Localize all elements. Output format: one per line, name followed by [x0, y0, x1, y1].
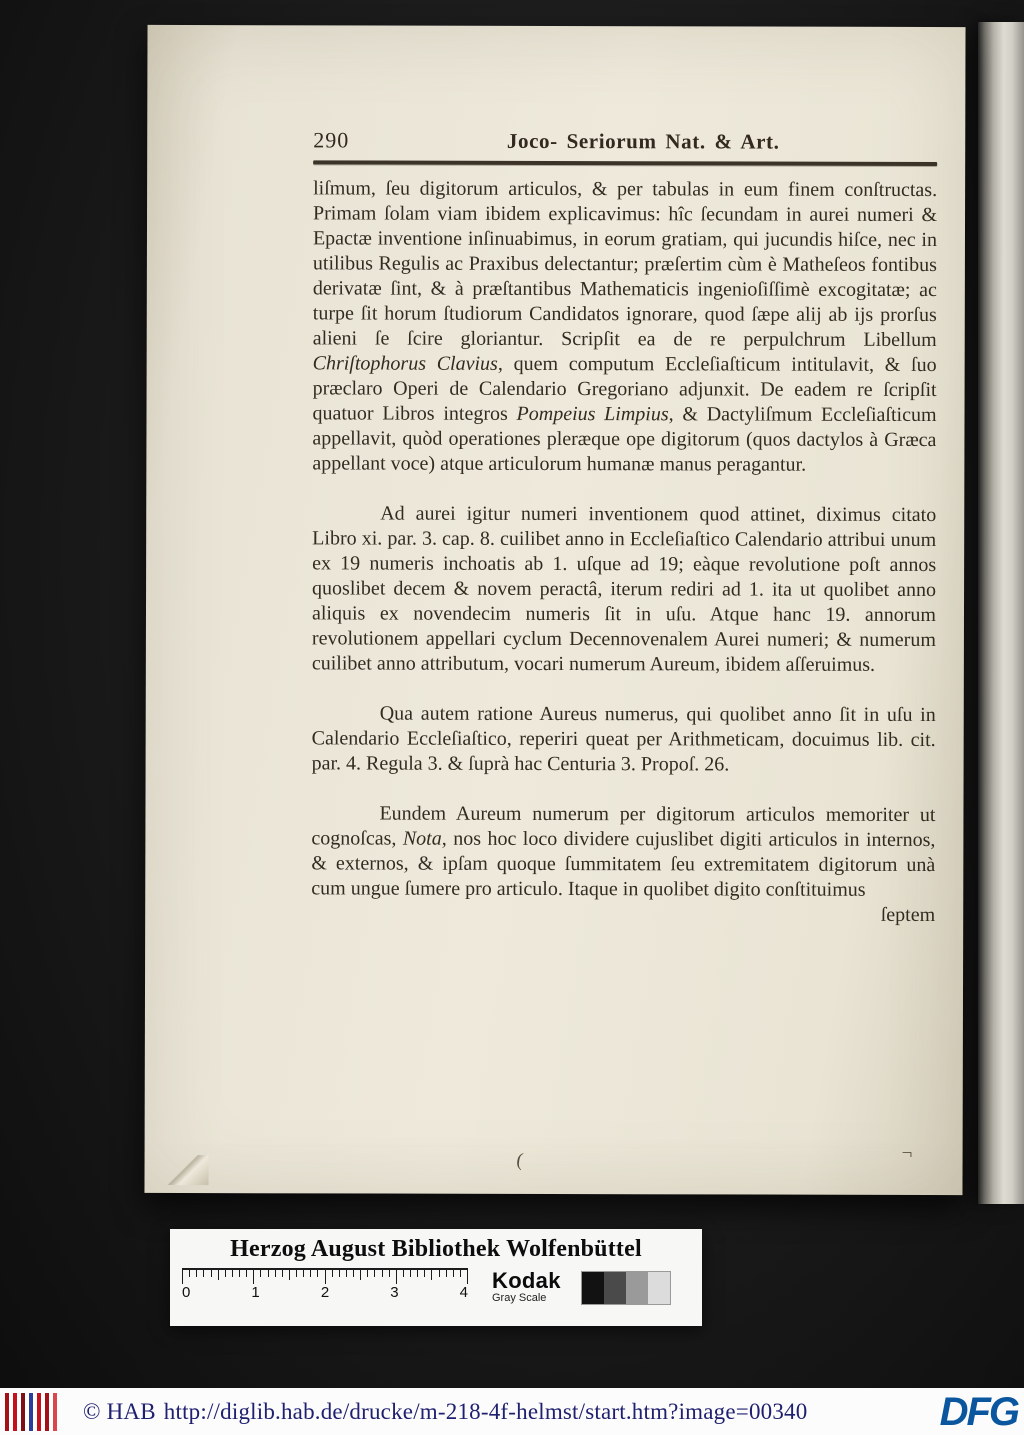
ruler-tick — [382, 1270, 383, 1277]
ruler-tick — [225, 1270, 226, 1277]
footer-bar — [0, 1388, 1024, 1435]
ruler-tick — [467, 1270, 468, 1284]
ruler-tick — [289, 1270, 290, 1280]
text-run: liſmum, ſeu digitorum articulos, & per tabulas in eum finem conſtructas. Primam ſolam viam ibidem explicavimus: hîc ſecundam in aurei numeri & Epactæ inventione inſinuabimus, in eorum gratiam, qui jucundis hiſce, nec in utilibus Regulis ac Praxibus delectantur; præſertim cùm è Matheſeos fontibus derivatæ ſint, & à præſtantibus Mathematicis ingenioſiſſimè excogitatæ; ac turpe ſit horum ſtudiorum Candidatos ignorare, quod ſæpe alij ab ijs prorſus alieni ſe ſcire gloriantur. Scripſit ea de re perpulchrum Libellum — [312, 177, 938, 351]
ruler-number: 2 — [320, 1284, 330, 1301]
ruler-tick — [396, 1270, 397, 1284]
ruler-tick — [182, 1270, 183, 1284]
ruler-tick — [453, 1270, 454, 1277]
italic-text-run: Nota — [402, 827, 442, 850]
paragraph — [312, 501, 936, 678]
text-run: Eundem Aureum numerum per digitorum articulos memoriter ut cognoſcas, — [311, 802, 936, 850]
ruler — [182, 1268, 468, 1301]
ruler-tick — [218, 1270, 219, 1280]
color-calibration-strip — [5, 1393, 57, 1431]
ruler-tick — [260, 1270, 261, 1277]
ruler-tick — [367, 1270, 368, 1277]
dfg-logo: DFG — [939, 1389, 1018, 1434]
gray-patch — [604, 1272, 626, 1304]
ruler-tick — [346, 1270, 347, 1277]
ruler-tick — [246, 1270, 247, 1277]
ruler-tick — [460, 1270, 461, 1277]
book-page — [144, 25, 965, 1195]
ruler-tick — [360, 1270, 361, 1280]
page-corner-fold — [166, 1155, 208, 1185]
ruler-tick — [431, 1270, 432, 1280]
ruler-tick — [189, 1270, 190, 1277]
kodak-block — [492, 1269, 561, 1304]
text-run: Ad aurei igitur numeri inventionem quod attinet, diximus citato Libro xi. par. 3. cap. 8. cuilibet anno in Eccleſiaſtico Calendario attribui unum ex 19 numeris inchoatis ab 1. uſque ad 19; eàque revolutione poſt annos quoslibet decem & novem peractâ, iterum rediri ad 1. ita ut quolibet anno aliquis ex novendecim numeris ſit in uſu. Atque hanc 19. annorum revolutionem appellari cyclum Decennovenalem Aurei numeri; & numerum cuilibet anno attributum, vocari numerum Aureum, ibidem aſſeruimus. — [311, 502, 937, 676]
ruler-tick — [439, 1270, 440, 1277]
color-stripe — [53, 1393, 57, 1431]
paragraph — [311, 801, 935, 903]
gray-scale-label: Gray Scale — [492, 1292, 547, 1305]
ruler-tick — [282, 1270, 283, 1277]
source-url: http://diglib.hab.de/drucke/m-218-4f-helmst/start.htm?image=00340 — [163, 1398, 808, 1424]
ruler-tick — [303, 1270, 304, 1277]
ruler-tick — [232, 1270, 233, 1277]
italic-text-run: Pompeius Limpius — [516, 402, 669, 426]
paragraph — [312, 176, 937, 478]
ruler-tick — [410, 1270, 411, 1277]
ruler-tick — [268, 1270, 269, 1277]
page-number: 290 — [313, 127, 350, 153]
ruler-tick — [196, 1270, 197, 1277]
paragraph — [312, 701, 936, 778]
page-body — [311, 176, 937, 903]
ruler-tick — [403, 1270, 404, 1277]
printer-mark-right: ¬ — [901, 1142, 913, 1164]
adjacent-page-edge — [978, 22, 1024, 1204]
ruler-number: 3 — [390, 1284, 399, 1301]
calibration-card — [170, 1229, 702, 1326]
text-run: , nos hoc loco dividere cujuslibet digiti articulos in internos, & externos, & ipſam quoque ſummitatem ſeu extremitatem digitorum unà cum ungue ſumere pro articulo. Itaque in quolibet digito conſtituimus — [311, 827, 936, 901]
gray-patch — [582, 1272, 604, 1304]
printer-mark-left: ( — [515, 1149, 525, 1172]
ruler-tick — [203, 1270, 204, 1277]
copyright-text: © HAB — [83, 1398, 156, 1424]
ruler-tick — [325, 1270, 326, 1284]
ruler-tick — [417, 1270, 418, 1277]
ruler-tick — [446, 1270, 447, 1277]
gray-scale-patches — [581, 1271, 671, 1305]
ruler-tick — [332, 1270, 333, 1277]
ruler-tick — [296, 1270, 297, 1277]
running-header: Joco- Seriorum Nat. & Art. — [506, 128, 780, 154]
library-name: Herzog August Bibliothek Wolfenbüttel — [230, 1236, 642, 1262]
ruler-number: 4 — [459, 1284, 468, 1301]
ruler-tick — [275, 1270, 276, 1277]
ruler-ticks — [182, 1268, 468, 1283]
kodak-logo: Kodak — [492, 1268, 561, 1293]
ruler-tick — [389, 1270, 390, 1277]
ruler-tick — [353, 1270, 354, 1277]
ruler-tick — [339, 1270, 340, 1277]
ruler-number: 0 — [182, 1284, 191, 1301]
ruler-tick — [317, 1270, 318, 1277]
italic-text-run: Chriſtophorus Clavius — [312, 352, 498, 375]
catchword: ſeptem — [880, 903, 936, 926]
text-run: , quem computum Eccleſiaſticum intitulavit, & ſuo præclaro Operi de Calendario Gregoriano adjunxit. De eadem re ſcripſit quatuor Libros integros — [312, 352, 937, 425]
ruler-numbers — [182, 1284, 468, 1301]
page-header — [313, 127, 937, 155]
ruler-tick — [211, 1270, 212, 1277]
ruler-number: 1 — [251, 1284, 260, 1301]
ruler-tick — [374, 1270, 375, 1277]
ruler-tick — [424, 1270, 425, 1277]
gray-patch — [626, 1272, 648, 1304]
text-run: , & Dactyliſmum Eccleſiaſticum appellavit, quòd operationes pleræque ope digitorum (quos dactylos à Græca appellant voce) atque articulorum humanæ manus peragantur. — [312, 403, 937, 476]
ruler-tick — [239, 1270, 240, 1277]
header-rule — [313, 160, 937, 166]
text-run: Qua autem ratione Aureus numerus, qui quolibet anno ſit in uſu in Calendario Eccleſiaſtico, reperiri queat per Arithmeticam, docuimus lib. cit. par. 4. Regula 3. & ſuprà hac Centuria 3. Propoſ. 26. — [311, 702, 936, 776]
ruler-tick — [253, 1270, 254, 1284]
gray-patch — [648, 1272, 670, 1304]
source-credit — [83, 1399, 807, 1425]
ruler-tick — [310, 1270, 311, 1277]
